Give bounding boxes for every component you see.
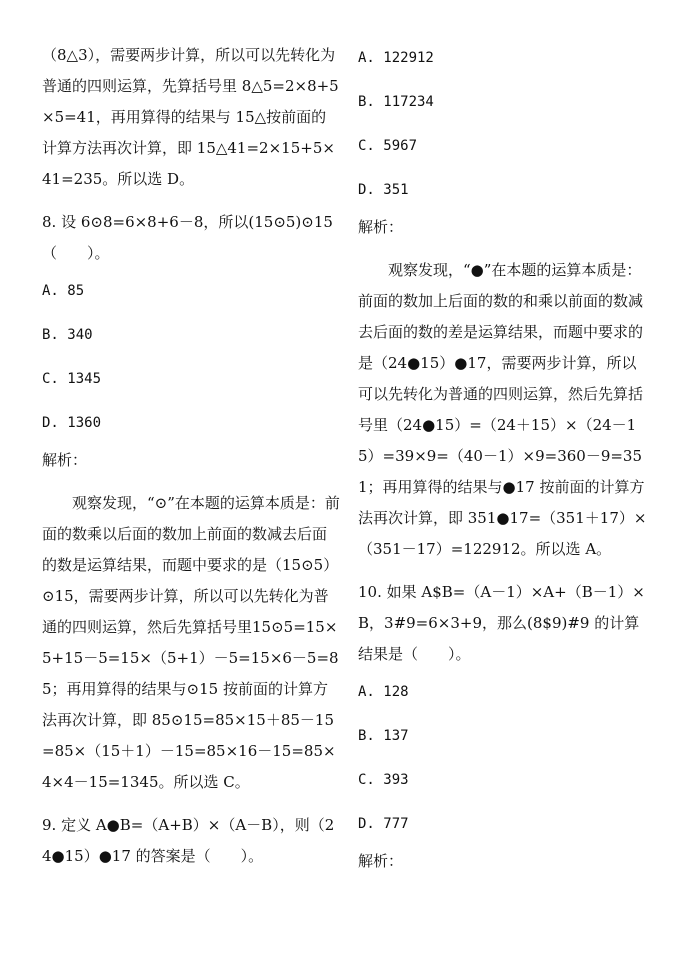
q9-analysis-label: 解析： bbox=[358, 218, 404, 236]
question-8-stem: 8. 设 6⊙8=6×8+6－8，所以(15⊙5)⊙15（ ）。 bbox=[42, 213, 333, 262]
q7-analysis-continuation: （8△3），需要两步计算，所以可以先转化为普通的四则运算，先算括号里 8△5=2×8+5×5=41，再用算得的结果与 15△按前面的计算方法再次计算，即 15△41=2×15+5×41=235。所以选 D。 bbox=[42, 46, 339, 188]
q8-option-a: A. 85 bbox=[42, 283, 85, 299]
q10-option-d: D. 777 bbox=[358, 816, 409, 832]
q10-option-b: B. 137 bbox=[358, 728, 409, 744]
right-column bbox=[358, 40, 650, 877]
q9-option-a: A. 122912 bbox=[358, 50, 434, 66]
q8-option-c: C. 1345 bbox=[42, 371, 102, 387]
q10-option-c: C. 393 bbox=[358, 772, 409, 788]
question-10-stem: 10. 如果 A$B=（A－1）×A+（B－1）×B，3#9=6×3+9，那么(8$9)#9 的计算结果是（ ）。 bbox=[358, 583, 645, 663]
q9-analysis-text: 观察发现，“●”在本题的运算本质是：前面的数加上后面的数的和乘以前面的数减去后面的数的差是运算结果，而题中要求的是（24●15）●17，需要两步计算，所以可以先转化为普通的四则运算，然后先算括号里（24●15）=（24＋15）×（24－15）=39×9=（40－1）×9=360－9=351；再用算得的结果与●17 按前面的计算方法再次计算，即 351●17=（351＋17）×（351－17）=122912。所以选 A。 bbox=[358, 261, 647, 558]
q10-analysis-label: 解析： bbox=[358, 852, 404, 870]
q9-option-d: D. 351 bbox=[358, 182, 409, 198]
q9-option-c: C. 5967 bbox=[358, 138, 418, 154]
q8-option-b: B. 340 bbox=[42, 327, 93, 343]
q8-analysis-label: 解析： bbox=[42, 451, 88, 469]
left-column bbox=[42, 40, 340, 872]
q10-option-a: A. 128 bbox=[358, 684, 409, 700]
q8-analysis-text: 观察发现，“⊙”在本题的运算本质是：前面的数乘以后面的数加上前面的数减去后面的数是运算结果，而题中要求的是（15⊙5）⊙15，需要两步计算，所以可以先转化为普通的四则运算，然后先算括号里15⊙5=15×5+15－5=15×（5+1）－5=15×6－5=85；再用算得的结果与⊙15 按前面的计算方法再次计算，即 85⊙15=85×15＋85－15=85×（15＋1）－15=85×16－15=85×4×4－15=1345。所以选 C。 bbox=[42, 494, 340, 791]
q9-option-b: B. 117234 bbox=[358, 94, 434, 110]
q8-option-d: D. 1360 bbox=[42, 415, 102, 431]
question-9-stem: 9. 定义 A●B=（A+B）×（A－B），则（24●15）●17 的答案是（ ）。 bbox=[42, 816, 335, 865]
